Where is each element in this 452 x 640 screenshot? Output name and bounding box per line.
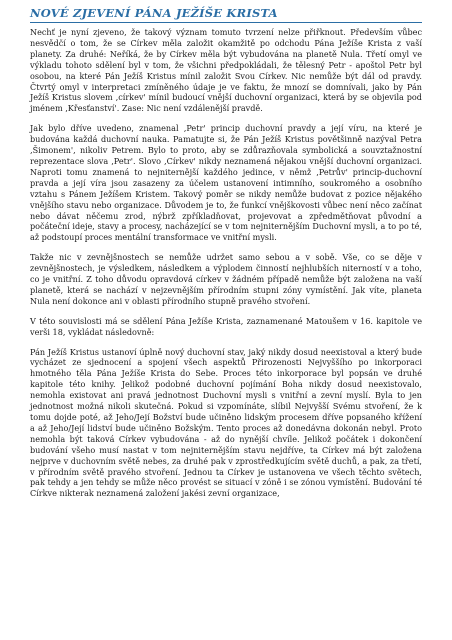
title-divider <box>30 22 422 23</box>
paragraph-3: Takže nic v zevnějšnostech se nemůže udržet samo sebou a v sobě. Vše, co se děje v zevnějšnostech, je výsledkem, následkem a výplodem činností nejhlubších niterností v a toho, co je vnitřní. Z toho důvodu opravdová církev v žádném případě nemůže být založena na vaší planetě, která se nachází v nejzevnějším přírodním stupni zóny vymístění. Jak víte, planeta Nula není dokonce ani v oblasti přírodního stupně pravého stvoření. <box>30 252 422 306</box>
paragraph-1: Nechť je nyní zjeveno, že takový význam tomuto tvrzení nelze přiřknout. Především vůbec nesvědčí o tom, že se Církev měla založit okamžitě po odchodu Pána Ježíše Krista z vaší planety. Za druhé: Neříká, že by Církev měla být vybudována na planetě Nula. Třetí omyl ve výkladu tohoto sdělení byl v tom, že všichni předpokládali, že tělesný Petr - apoštol Petr byl osobou, na které Pán Ježíš Kristus mínil založit Svou Církev. Nic nemůže být dál od pravdy. Čtvrtý omyl v interpretaci zmíněného údaje je ve faktu, že mnozí se domnívali, jako by Pán Ježíš Kristus slovem ‚církev' mínil budoucí vnější duchovní organizaci, která by se objevila pod jménem ‚Křesťanství'. Zase: Nic není vzdálenější pravdě. <box>30 27 422 114</box>
paragraph-5: Pán Ježíš Kristus ustanoví úplně nový duchovní stav, jaký nikdy dosud neexistoval a který bude vycházet ze sjednocení a spojení všech aspektů Přirozenosti Nejvyššího po inkorporaci hmotného těla Pána Ježíše Krista do Sebe. Proces této inkorporace byl popsán ve druhé kapitole této knihy. Jelikož podobné duchovní pojímání Boha nikdy dosud neexistovalo, nemohla existovat ani pravá jednotnost Duchovní mysli s vnitřní a zevní myslí. Byla to jen jednotnost možná nikoli skutečná. Pokud si vzpomínáte, slíbil Nejvyšší Svému stvoření, že k tomu dojde poté, až Jeho/Její Božství bude učiněno lidským procesem dříve popsaného křížení a až Jeho/Její lidství bude učiněno Božským. Tento proces až donedávna dokonán nebyl. Proto nemohla být taková Církev vybudována - až do nynější chvíle. Jelikož počátek i dokončení budování všeho musí nastat v tom nejniternějším stavu nejdříve, ta Církev má být založena nejprve v duchovním světě nebes, za druhé pak v zprostředkujícím světě duchů, a pak, za třetí, v přírodním světě pravého stvoření. Jednou ta Církev je ustanovena ve všech těchto světech, pak tehdy a jen tehdy se může něco provést se situací v zóně i se zónou vymístění. Budování té Církve nikterak neznamená založení jakési zevní organizace, <box>30 346 422 499</box>
paragraph-2: Jak bylo dříve uvedeno, znamenal ‚Petr' princip duchovní pravdy a její víru, na které je budována každá duchovní nauka. Pamatujte si, že Pán Ježíš Kristus povětšinně nazýval Petra ‚Šimonem', nikoliv Petrem. Bylo to proto, aby se zdůrazňovala symbolická a souvztažnostní reprezentace slova ‚Petr'. Slovo ‚Církev' nikdy neznamená nějakou vnější duchovní organizaci. Naproti tomu znamená to nejniternější každého jedince, v němž ‚Petrův' princip-duchovní pravda a její víra jsou zasazeny za účelem ustanovení intimního, soukromého a osobního vztahu s Pánem Ježíšem Kristem. Takový poměr se nikdy nemůže budovat z pozice nějakého vnějšího stavu nebo organizace. Důvodem je to, že funkcí vnějškovosti vůbec není něco začínat nebo dávat něčemu zrod, nýbrž zpříkladňovat, projevovat a zpředmětňovat původní a počáteční ideje, stavy a procesy, nacházející se v tom nejniternějším Duchovní mysli, a to po té, až podstoupí proces mentální transformace ve vnitřní mysli. <box>30 123 422 243</box>
paragraph-4: V této souvislosti má se sdělení Pána Ježíše Krista, zaznamenané Matoušem v 16. kapitole ve verši 18, vykládat následovně: <box>30 315 422 337</box>
document-title: NOVÉ ZJEVENÍ PÁNA JEŽÍŠE KRISTA <box>30 6 278 20</box>
